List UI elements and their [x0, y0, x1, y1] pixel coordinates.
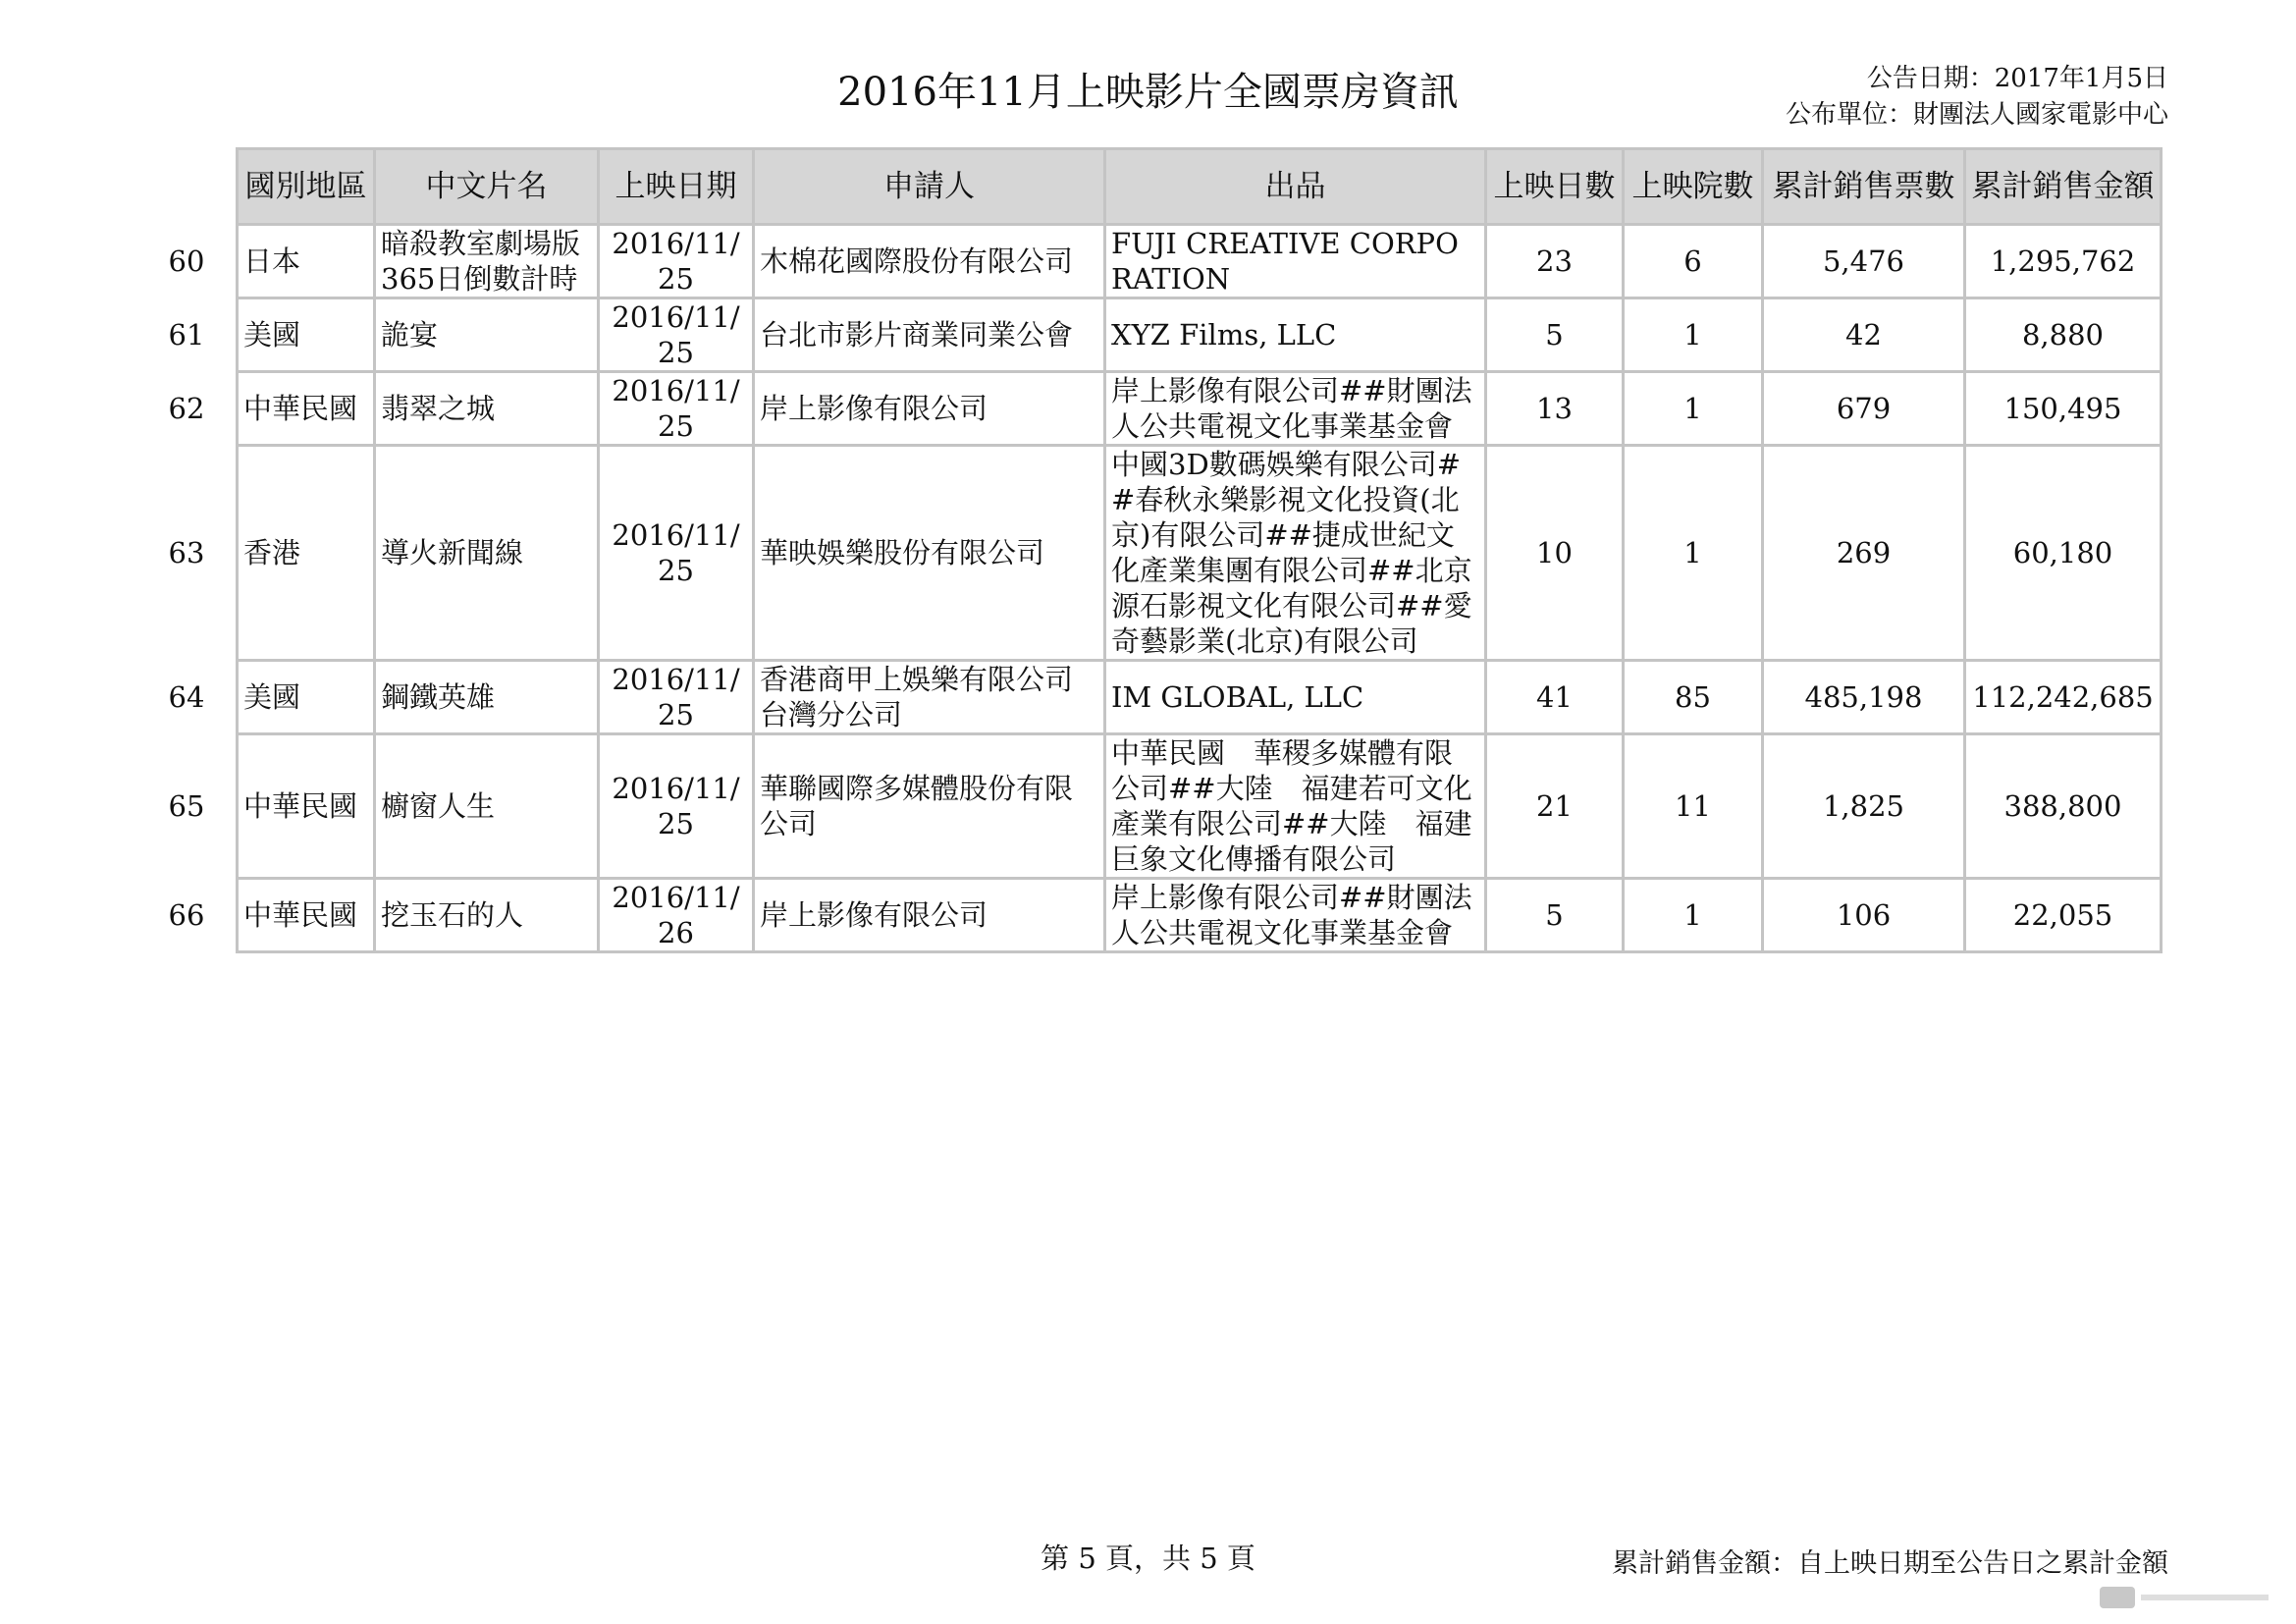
cell-revenue: 1,295,762 [1965, 225, 2162, 298]
table-row [238, 446, 2162, 661]
column-header-tickets: 累計銷售票數 [1763, 149, 1965, 225]
cell-country: 中華民國 [238, 734, 375, 879]
document-meta [1786, 61, 2168, 134]
cell-theaters: 1 [1624, 372, 1763, 446]
cell-tickets: 269 [1763, 446, 1965, 661]
cell-days: 5 [1486, 298, 1624, 372]
table-row [238, 661, 2162, 734]
cell-applicant: 木棉花國際股份有限公司 [754, 225, 1105, 298]
page-title: 2016年11月上映影片全國票房資訊 [837, 70, 1459, 115]
cell-country: 美國 [238, 298, 375, 372]
cell-applicant: 華聯國際多媒體股份有限公司 [754, 734, 1105, 879]
cell-date: 2016/11/25 [599, 446, 754, 661]
cell-country: 香港 [238, 446, 375, 661]
table-row [238, 372, 2162, 446]
cell-days: 13 [1486, 372, 1624, 446]
cell-applicant: 岸上影像有限公司 [754, 879, 1105, 952]
cell-producer: XYZ Films, LLC [1105, 298, 1486, 372]
watermark-logo [2100, 1585, 2276, 1610]
column-header-country: 國別地區 [238, 149, 375, 225]
cell-country: 美國 [238, 661, 375, 734]
cell-country: 中華民國 [238, 372, 375, 446]
column-header-applicant: 申請人 [754, 149, 1105, 225]
row-number: 61 [168, 317, 205, 352]
cell-date: 2016/11/25 [599, 661, 754, 734]
cell-revenue: 8,880 [1965, 298, 2162, 372]
cell-country: 中華民國 [238, 879, 375, 952]
row-number: 62 [168, 391, 205, 425]
cell-revenue: 388,800 [1965, 734, 2162, 879]
cell-days: 10 [1486, 446, 1624, 661]
cell-title: 詭宴 [375, 298, 599, 372]
cell-tickets: 679 [1763, 372, 1965, 446]
row-number: 65 [168, 788, 205, 823]
cell-title: 翡翠之城 [375, 372, 599, 446]
cell-days: 23 [1486, 225, 1624, 298]
cell-country: 日本 [238, 225, 375, 298]
box-office-table [236, 147, 2163, 953]
cell-revenue: 112,242,685 [1965, 661, 2162, 734]
cell-revenue: 22,055 [1965, 879, 2162, 952]
cell-days: 21 [1486, 734, 1624, 879]
column-header-revenue: 累計銷售金額 [1965, 149, 2162, 225]
cell-revenue: 150,495 [1965, 372, 2162, 446]
row-number: 64 [168, 679, 205, 714]
cell-title: 導火新聞線 [375, 446, 599, 661]
cell-theaters: 85 [1624, 661, 1763, 734]
cell-producer: 岸上影像有限公司##財團法人公共電視文化事業基金會 [1105, 879, 1486, 952]
cell-date: 2016/11/25 [599, 225, 754, 298]
cell-title: 鋼鐵英雄 [375, 661, 599, 734]
cell-tickets: 42 [1763, 298, 1965, 372]
column-header-theaters: 上映院數 [1624, 149, 1763, 225]
cell-applicant: 香港商甲上娛樂有限公司台灣分公司 [754, 661, 1105, 734]
cell-date: 2016/11/25 [599, 734, 754, 879]
table-header-row [238, 149, 2162, 225]
cell-theaters: 6 [1624, 225, 1763, 298]
cell-title: 櫥窗人生 [375, 734, 599, 879]
cell-applicant: 岸上影像有限公司 [754, 372, 1105, 446]
cell-date: 2016/11/25 [599, 298, 754, 372]
column-header-release-date: 上映日期 [599, 149, 754, 225]
cell-producer: 岸上影像有限公司##財團法人公共電視文化事業基金會 [1105, 372, 1486, 446]
cell-theaters: 1 [1624, 879, 1763, 952]
cell-tickets: 5,476 [1763, 225, 1965, 298]
publisher: 公布單位：財團法人國家電影中心 [1785, 100, 2168, 130]
box-office-table-wrapper [236, 147, 2163, 953]
row-number: 60 [168, 244, 205, 278]
row-number: 63 [168, 535, 205, 569]
cell-days: 41 [1486, 661, 1624, 734]
cell-date: 2016/11/25 [599, 372, 754, 446]
table-row [238, 734, 2162, 879]
page-number: 第 5 頁，共 5 頁 [1041, 1542, 1255, 1575]
cell-applicant: 台北市影片商業同業公會 [754, 298, 1105, 372]
cell-date: 2016/11/26 [599, 879, 754, 952]
row-number: 66 [168, 897, 205, 932]
cell-applicant: 華映娛樂股份有限公司 [754, 446, 1105, 661]
cell-days: 5 [1486, 879, 1624, 952]
watermark-icon [2100, 1587, 2135, 1608]
cell-title: 暗殺教室劇場版365日倒數計時 [375, 225, 599, 298]
cell-revenue: 60,180 [1965, 446, 2162, 661]
cell-tickets: 106 [1763, 879, 1965, 952]
cell-tickets: 485,198 [1763, 661, 1965, 734]
footnote: 累計銷售金額：自上映日期至公告日之累計金額 [1612, 1548, 2168, 1579]
cell-producer: 中華民國 華稷多媒體有限公司##大陸 福建若可文化產業有限公司##大陸 福建巨象文化傳播有限公司 [1105, 734, 1486, 879]
cell-theaters: 11 [1624, 734, 1763, 879]
column-header-producer: 出品 [1105, 149, 1486, 225]
table-row [238, 879, 2162, 952]
announce-date: 公告日期：2017年1月5日 [1866, 64, 2168, 93]
watermark-text-bar [2141, 1595, 2269, 1600]
column-header-title: 中文片名 [375, 149, 599, 225]
cell-theaters: 1 [1624, 446, 1763, 661]
column-header-days: 上映日數 [1486, 149, 1624, 225]
table-row [238, 298, 2162, 372]
cell-producer: FUJI CREATIVE CORPORATION [1105, 225, 1486, 298]
cell-tickets: 1,825 [1763, 734, 1965, 879]
cell-title: 挖玉石的人 [375, 879, 599, 952]
cell-theaters: 1 [1624, 298, 1763, 372]
cell-producer: IM GLOBAL, LLC [1105, 661, 1486, 734]
table-row [238, 225, 2162, 298]
cell-producer: 中國3D數碼娛樂有限公司##春秋永樂影視文化投資(北京)有限公司##捷成世紀文化產業集團有限公司##北京源石影視文化有限公司##愛奇藝影業(北京)有限公司 [1105, 446, 1486, 661]
